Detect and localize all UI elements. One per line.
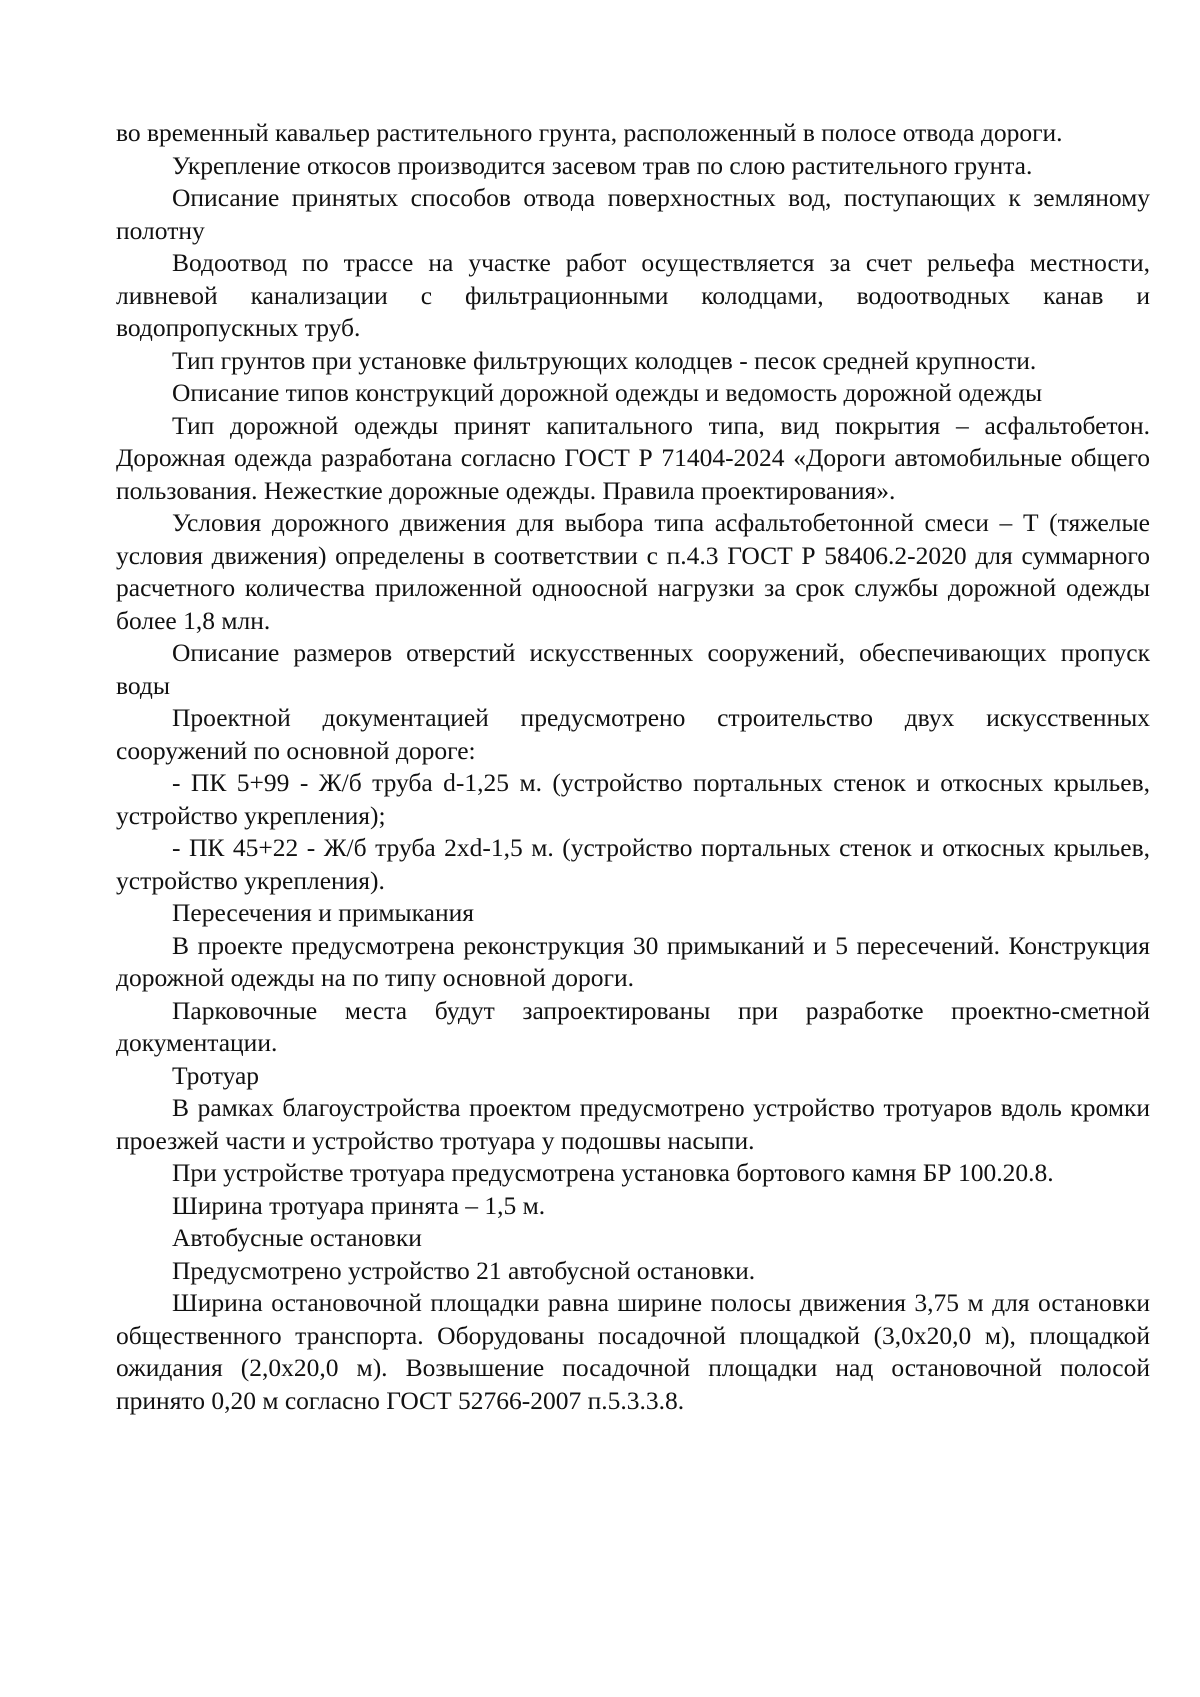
paragraph-parking: Парковочные места будут запроектированы при разработке проектно-сметной документации. xyxy=(116,995,1150,1057)
paragraph-structures: Проектной документацией предусмотрено строительство двух искусственных сооружений по основной дороге: xyxy=(116,703,1150,765)
paragraph-sidewalk: В рамках благоустройства проектом предусмотрено устройство тротуаров вдоль кромки проезжей части и устройство тротуара у подошвы насыпи. xyxy=(116,1093,1150,1155)
paragraph-bus-stop-count: Предусмотрено устройство 21 автобусной остановки. xyxy=(172,1255,756,1285)
list-item-pk-45-22: - ПК 45+22 - Ж/б труба 2хd-1,5 м. (устройство портальных стенок и откосных крыльев, устройство укрепления). xyxy=(116,833,1150,895)
paragraph-curb-stone: При устройстве тротуара предусмотрена установка бортового камня БР 100.20.8. xyxy=(172,1158,1054,1187)
paragraph-slope-reinforcement: Укрепление откосов производится засевом трав по слою растительного грунта. xyxy=(172,150,1033,180)
heading-culvert-openings: Описание размеров отверстий искусственных сооружений, обеспечивающих пропуск воды xyxy=(116,638,1150,700)
paragraph-pavement-type: Тип дорожной одежды принят капитального типа, вид покрытия – асфальтобетон. Дорожная одежда разработана согласно ГОСТ Р 71404-2024 «Дороги автомобильные общего пользования. Нежесткие дорожные одежды. Правила проектирования». xyxy=(116,410,1150,505)
document-page xyxy=(116,117,1150,1417)
heading-bus-stops: Автобусные остановки xyxy=(172,1223,422,1252)
list-item-pk-5-99: - ПК 5+99 - Ж/б труба d-1,25 м. (устройство портальных стенок и откосных крыльев, устройство укрепления); xyxy=(116,768,1150,830)
heading-surface-drainage: Описание принятых способов отвода поверхностных вод, поступающих к земляному полотну xyxy=(116,183,1150,245)
paragraph-bus-stop-platform: Ширина остановочной площадки равна ширине полосы движения 3,75 м для остановки общественного транспорта. Оборудованы посадочной площадкой (3,0х20,0 м), площадкой ожидания (2,0х20,0 м). Возвышение посадочной площадки над остановочной полосой принято 0,20 м согласно ГОСТ 52766-2007 п.5.3.3.8. xyxy=(116,1288,1150,1415)
paragraph-drainage: Водоотвод по трассе на участке работ осуществляется за счет рельефа местности, ливневой канализации с фильтрационными колодцами, водоотводных канав и водопропускных труб. xyxy=(116,248,1150,342)
paragraph-continuation: во временный кавальер растительного грунта, расположенный в полосе отвода дороги. xyxy=(116,118,1063,147)
paragraph-intersections: В проекте предусмотрена реконструкция 30 примыканий и 5 пересечений. Конструкция дорожной одежды на по типу основной дороги. xyxy=(116,930,1150,992)
heading-pavement-types: Описание типов конструкций дорожной одежды и ведомость дорожной одежды xyxy=(172,378,1043,407)
heading-sidewalk: Тротуар xyxy=(172,1060,260,1090)
paragraph-traffic-conditions: Условия дорожного движения для выбора типа асфальтобетонной смеси – Т (тяжелые условия движения) определены в соответствии с п.4.3 ГОСТ Р 58406.2-2020 для суммарного расчетного количества приложенной одноосной нагрузки за срок службы дорожной одежды более 1,8 млн. xyxy=(116,508,1150,635)
paragraph-sidewalk-width: Ширина тротуара принята – 1,5 м. xyxy=(172,1190,546,1220)
heading-intersections: Пересечения и примыкания xyxy=(172,898,474,927)
paragraph-soil-type: Тип грунтов при установке фильтрующих колодцев - песок средней крупности. xyxy=(172,345,1037,375)
